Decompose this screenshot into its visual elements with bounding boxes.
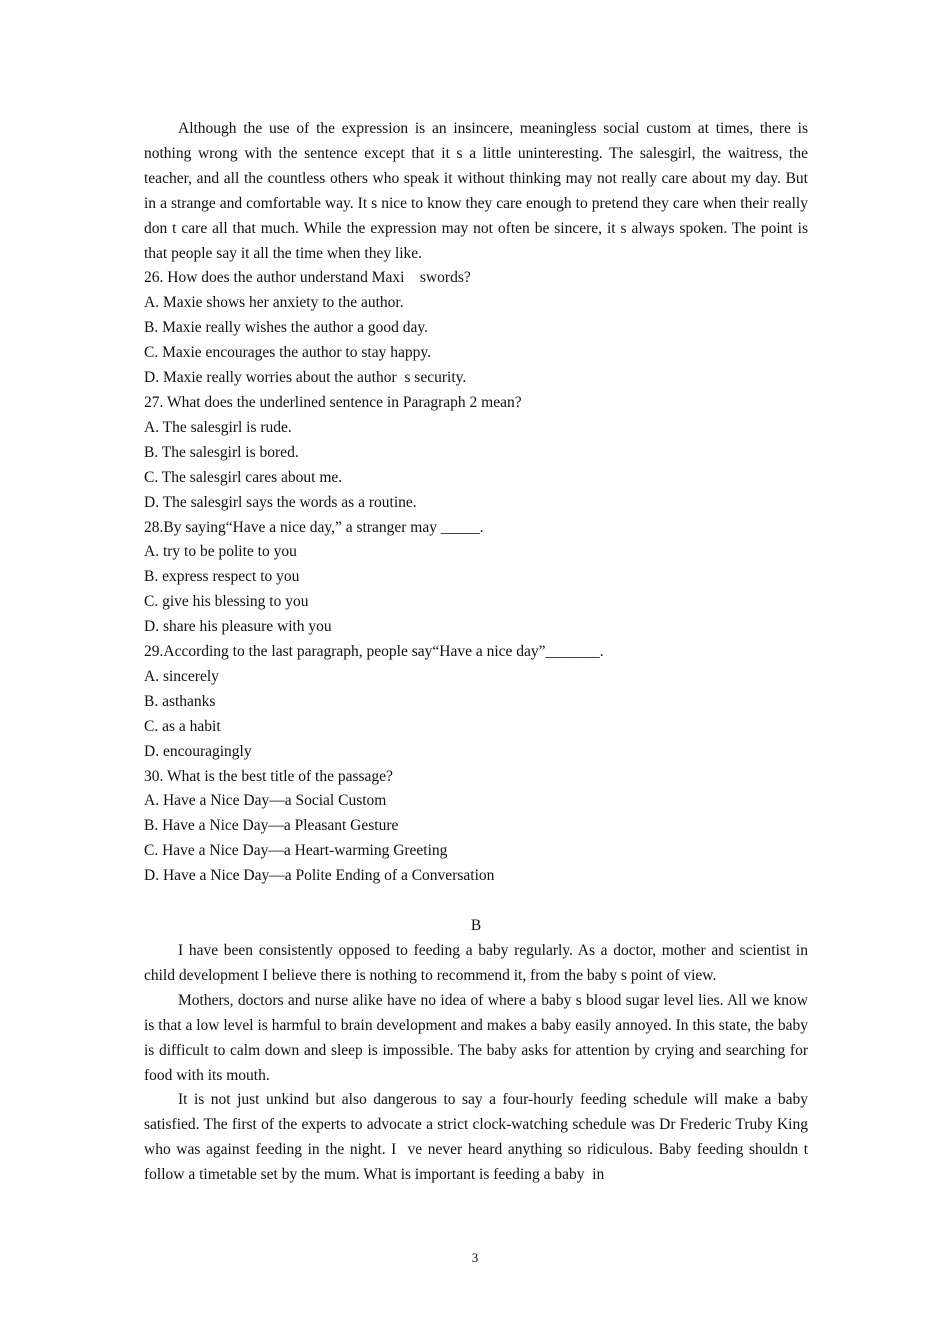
passage-b-paragraph: I have been consistently opposed to feeding a baby regularly. As a doctor, mother and scientist in child development I believe there is nothing to recommend it, from the baby s point of view. (144, 942, 808, 984)
option-c: C. give his blessing to you (144, 593, 309, 611)
question-stem: 27. What does the underlined sentence in Paragraph 2 mean? (144, 393, 522, 411)
option-a: A. Maxie shows her anxiety to the author. (144, 294, 404, 312)
option-b: B. Maxie really wishes the author a good day. (144, 319, 428, 337)
question-stem: 29.According to the last paragraph, people say“Have a nice day”_______. (144, 643, 604, 661)
question-27 (144, 391, 808, 516)
option-d: D. The salesgirl says the words as a routine. (144, 493, 417, 511)
question-stem: 30. What is the best title of the passage? (144, 767, 393, 785)
question-30 (144, 765, 808, 890)
passage-b-title: B (470, 917, 482, 935)
passage-b-paragraph: Mothers, doctors and nurse alike have no idea of where a baby s blood sugar level lies. All we know is that a low level is harmful to brain development and makes a baby easily annoyed. In this state, the baby is difficult to calm down and sleep is impossible. The baby asks for attention by crying and searching for food with its mouth. (144, 991, 808, 1084)
page-content (144, 117, 808, 1188)
option-b: B. Have a Nice Day—a Pleasant Gesture (144, 817, 399, 835)
option-d: D. Have a Nice Day—a Polite Ending of a Conversation (144, 867, 495, 885)
option-c: C. Maxie encourages the author to stay happy. (144, 344, 431, 362)
option-d: D. share his pleasure with you (144, 618, 332, 636)
option-a: A. Have a Nice Day—a Social Custom (144, 792, 387, 810)
option-c: C. Have a Nice Day—a Heart-warming Greeting (144, 842, 448, 860)
question-26 (144, 266, 808, 391)
passage-b-paragraph: It is not just unkind but also dangerous to say a four-hourly feeding schedule will make a baby satisfied. The first of the experts to advocate a strict clock-watching schedule was Dr Frederic Truby King who was against feeding in the night. I ve never heard anything so ridiculous. Baby feeding shouldn t follow a timetable set by the mum. What is important is feeding a baby in (144, 1091, 808, 1184)
option-d: D. encouragingly (144, 742, 252, 760)
option-a: A. try to be polite to you (144, 543, 297, 561)
section-gap (144, 889, 808, 914)
page-number: 3 (471, 1250, 479, 1265)
option-c: C. as a habit (144, 717, 221, 735)
option-d: D. Maxie really worries about the author s security. (144, 369, 467, 387)
option-a: A. sincerely (144, 667, 219, 685)
passage-a-paragraph: Although the use of the expression is an insincere, meaningless social custom at times, there is nothing wrong with the sentence except that it s a little uninteresting. The salesgirl, the waitress, the teacher, and all the countless others who speak it without thinking may not really care about my day. But in a strange and comfortable way. It s nice to know they care enough to pretend they care when their really don t care all that much. While the expression may not often be sincere, it s always spoken. The point is that people say it all the time when they like. (144, 120, 808, 262)
option-b: B. asthanks (144, 692, 216, 710)
option-b: B. express respect to you (144, 568, 300, 586)
question-28 (144, 516, 808, 641)
question-29 (144, 640, 808, 765)
option-b: B. The salesgirl is bored. (144, 443, 299, 461)
option-c: C. The salesgirl cares about me. (144, 468, 343, 486)
question-stem: 26. How does the author understand Maxi swords? (144, 269, 471, 287)
option-a: A. The salesgirl is rude. (144, 418, 292, 436)
question-stem: 28.By saying“Have a nice day,” a stranger may _____. (144, 518, 484, 536)
